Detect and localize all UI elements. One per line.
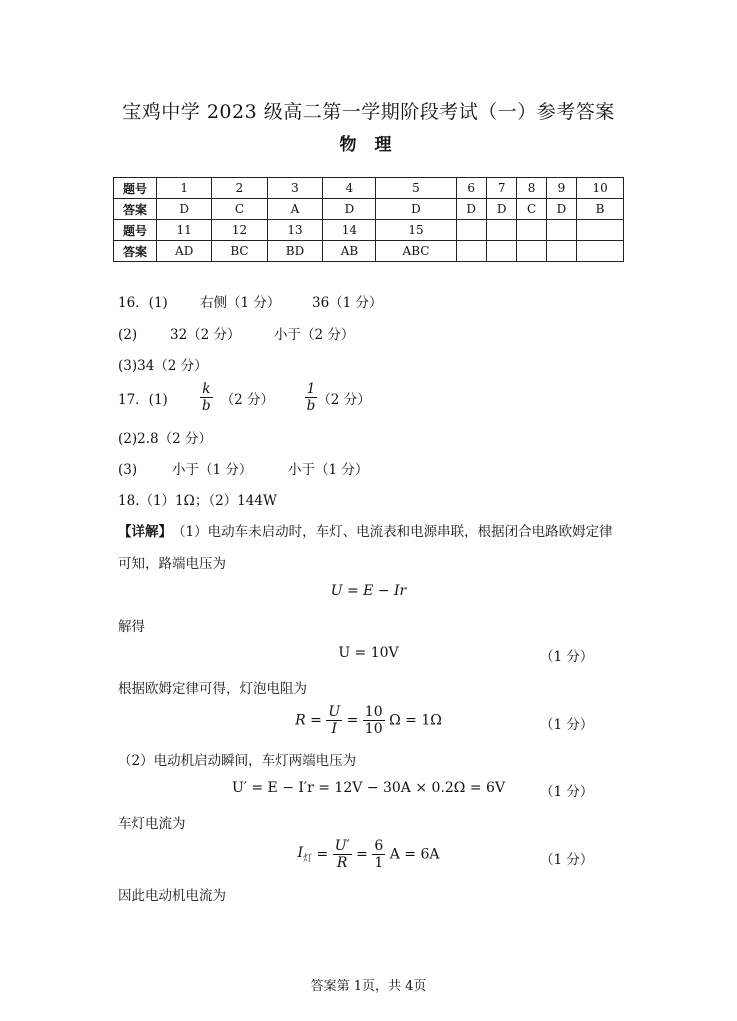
fraction-denominator: b bbox=[202, 398, 211, 414]
equals-sign: = bbox=[346, 712, 359, 729]
score-label: （1 分） bbox=[540, 717, 594, 733]
fraction-numerator: U bbox=[328, 704, 341, 720]
table-row bbox=[114, 241, 624, 262]
table-cell: AD bbox=[157, 241, 212, 262]
fraction-numerator: 1 bbox=[305, 381, 318, 398]
table-cell: B bbox=[577, 199, 624, 220]
score-label: （1 分） bbox=[540, 784, 594, 800]
fraction-numeric bbox=[363, 704, 385, 737]
equals-sign: = bbox=[356, 846, 368, 863]
table-cell: AB bbox=[323, 241, 376, 262]
table-cell: 4 bbox=[323, 178, 376, 199]
q16-label: 16．(1) bbox=[118, 295, 168, 311]
solve-label: 解得 bbox=[118, 619, 145, 635]
q17-line-2: (2)2.8（2 分） bbox=[118, 431, 212, 447]
table-cell: 6 bbox=[456, 178, 486, 199]
table-cell bbox=[517, 220, 546, 241]
fraction-numerator: U′ bbox=[334, 838, 350, 854]
table-cell: 14 bbox=[323, 220, 376, 241]
page-footer: 答案第 1页，共 4页 bbox=[310, 979, 427, 994]
q18-detail-line-2: 可知，路端电压为 bbox=[118, 556, 226, 572]
table-cell: D bbox=[546, 199, 576, 220]
q16-2-label: (2) bbox=[118, 327, 138, 343]
q17-fraction-1 bbox=[200, 381, 213, 414]
paragraph-motor-current: 因此电动机电流为 bbox=[118, 888, 226, 904]
q17-3-answer-b: 小于（1 分） bbox=[288, 462, 369, 478]
page-title: 宝鸡中学 2023 级高二第一学期阶段考试（一）参考答案 bbox=[122, 101, 615, 123]
fraction-numerator: 6 bbox=[374, 838, 384, 854]
table-cell: D bbox=[486, 199, 516, 220]
q17-label: 17．(1) bbox=[118, 391, 168, 408]
q17-3-label: (3) bbox=[118, 462, 138, 478]
table-cell: BC bbox=[212, 241, 267, 262]
fraction-u-over-r bbox=[333, 838, 352, 871]
table-cell bbox=[486, 220, 516, 241]
q17-score-2: （2 分） bbox=[317, 391, 371, 408]
eq-lhs-symbol: I bbox=[297, 845, 304, 862]
paragraph-resistance: 根据欧姆定律可得，灯泡电阻为 bbox=[118, 681, 307, 697]
detail-text: （1）电动车未启动时，车灯、电流表和电源串联，根据闭合电路欧姆定律 bbox=[172, 524, 613, 540]
q16-2-answer-a: 32（2 分） bbox=[170, 327, 241, 343]
table-cell: 11 bbox=[157, 220, 212, 241]
fraction-numeric bbox=[372, 838, 385, 871]
answer-table bbox=[113, 177, 624, 262]
table-cell bbox=[546, 220, 576, 241]
eq-tail: A = 6A bbox=[389, 846, 440, 863]
q16-2-answer-b: 小于（2 分） bbox=[274, 327, 355, 343]
fraction-denominator: R bbox=[336, 855, 348, 871]
row-header-answer: 答案 bbox=[114, 199, 157, 220]
table-cell: A bbox=[267, 199, 323, 220]
row-header-answer: 答案 bbox=[114, 241, 157, 262]
table-cell: 1 bbox=[157, 178, 212, 199]
table-cell: D bbox=[456, 199, 486, 220]
q16-line-1 bbox=[118, 291, 383, 311]
paragraph-lamp-current: 车灯电流为 bbox=[118, 816, 186, 832]
table-cell: 12 bbox=[212, 220, 267, 241]
table-cell: ABC bbox=[376, 241, 456, 262]
table-row bbox=[114, 220, 624, 241]
q16-1-answer-a: 右侧（1 分） bbox=[200, 295, 281, 311]
fraction-denominator: 10 bbox=[364, 721, 383, 737]
table-cell: 7 bbox=[486, 178, 516, 199]
table-cell bbox=[577, 220, 624, 241]
fraction-numerator: k bbox=[200, 381, 213, 398]
detail-tag: 【详解】 bbox=[118, 524, 172, 540]
fraction-u-over-i bbox=[326, 704, 342, 737]
table-cell bbox=[577, 241, 624, 262]
page-subtitle: 物 理 bbox=[339, 135, 398, 155]
table-row bbox=[114, 199, 624, 220]
table-cell: 2 bbox=[212, 178, 267, 199]
table-cell: BD bbox=[267, 241, 323, 262]
table-cell bbox=[456, 241, 486, 262]
table-cell bbox=[456, 220, 486, 241]
q17-line-1 bbox=[118, 381, 371, 414]
table-cell: 3 bbox=[267, 178, 323, 199]
eq-lhs-subscript: 灯 bbox=[303, 853, 313, 864]
row-header-question: 题号 bbox=[114, 178, 157, 199]
table-cell: 8 bbox=[517, 178, 546, 199]
table-cell: 10 bbox=[577, 178, 624, 199]
q18-header: 18.（1）1Ω；（2）144W bbox=[118, 493, 277, 509]
table-cell: C bbox=[212, 199, 267, 220]
score-label: （1 分） bbox=[540, 852, 594, 868]
fraction-numerator: 10 bbox=[364, 704, 383, 720]
q17-score-1: （2 分） bbox=[220, 391, 275, 408]
eq-tail: Ω = 1Ω bbox=[389, 712, 442, 729]
fraction-denominator: 1 bbox=[374, 855, 384, 871]
q16-1-answer-b: 36（1 分） bbox=[312, 295, 383, 311]
q18-detail-line-1 bbox=[118, 520, 613, 540]
eq-lhs bbox=[297, 845, 313, 864]
q16-line-2 bbox=[118, 323, 354, 343]
table-cell: D bbox=[323, 199, 376, 220]
equation-lamp-voltage: U′ = E − I′r = 12V − 30A × 0.2Ω = 6V bbox=[231, 780, 506, 796]
row-header-question: 题号 bbox=[114, 220, 157, 241]
equation-terminal-voltage: U = E − Ir bbox=[330, 583, 407, 599]
equation-resistance bbox=[0, 704, 737, 737]
eq-lhs: R = bbox=[295, 712, 322, 729]
score-label: （1 分） bbox=[540, 649, 594, 665]
table-cell: 9 bbox=[546, 178, 576, 199]
q16-line-3: (3)34（2 分） bbox=[118, 358, 208, 374]
fraction-denominator: b bbox=[306, 398, 316, 414]
table-cell: 15 bbox=[376, 220, 456, 241]
paragraph-motor-start: （2）电动机启动瞬间，车灯两端电压为 bbox=[118, 753, 357, 769]
equation-lamp-current bbox=[0, 838, 737, 871]
equals-sign: = bbox=[316, 846, 329, 863]
table-cell: D bbox=[157, 199, 212, 220]
table-cell: C bbox=[517, 199, 546, 220]
table-cell: D bbox=[376, 199, 456, 220]
table-cell bbox=[546, 241, 576, 262]
table-row bbox=[114, 178, 624, 199]
table-cell bbox=[517, 241, 546, 262]
q17-3-answer-a: 小于（1 分） bbox=[172, 462, 253, 478]
fraction-denominator: I bbox=[331, 721, 338, 737]
q17-line-3 bbox=[118, 458, 368, 478]
table-cell: 13 bbox=[267, 220, 323, 241]
table-cell bbox=[486, 241, 516, 262]
q17-fraction-2 bbox=[305, 381, 318, 414]
equation-u-value: U = 10V bbox=[338, 645, 399, 661]
table-cell: 5 bbox=[376, 178, 456, 199]
